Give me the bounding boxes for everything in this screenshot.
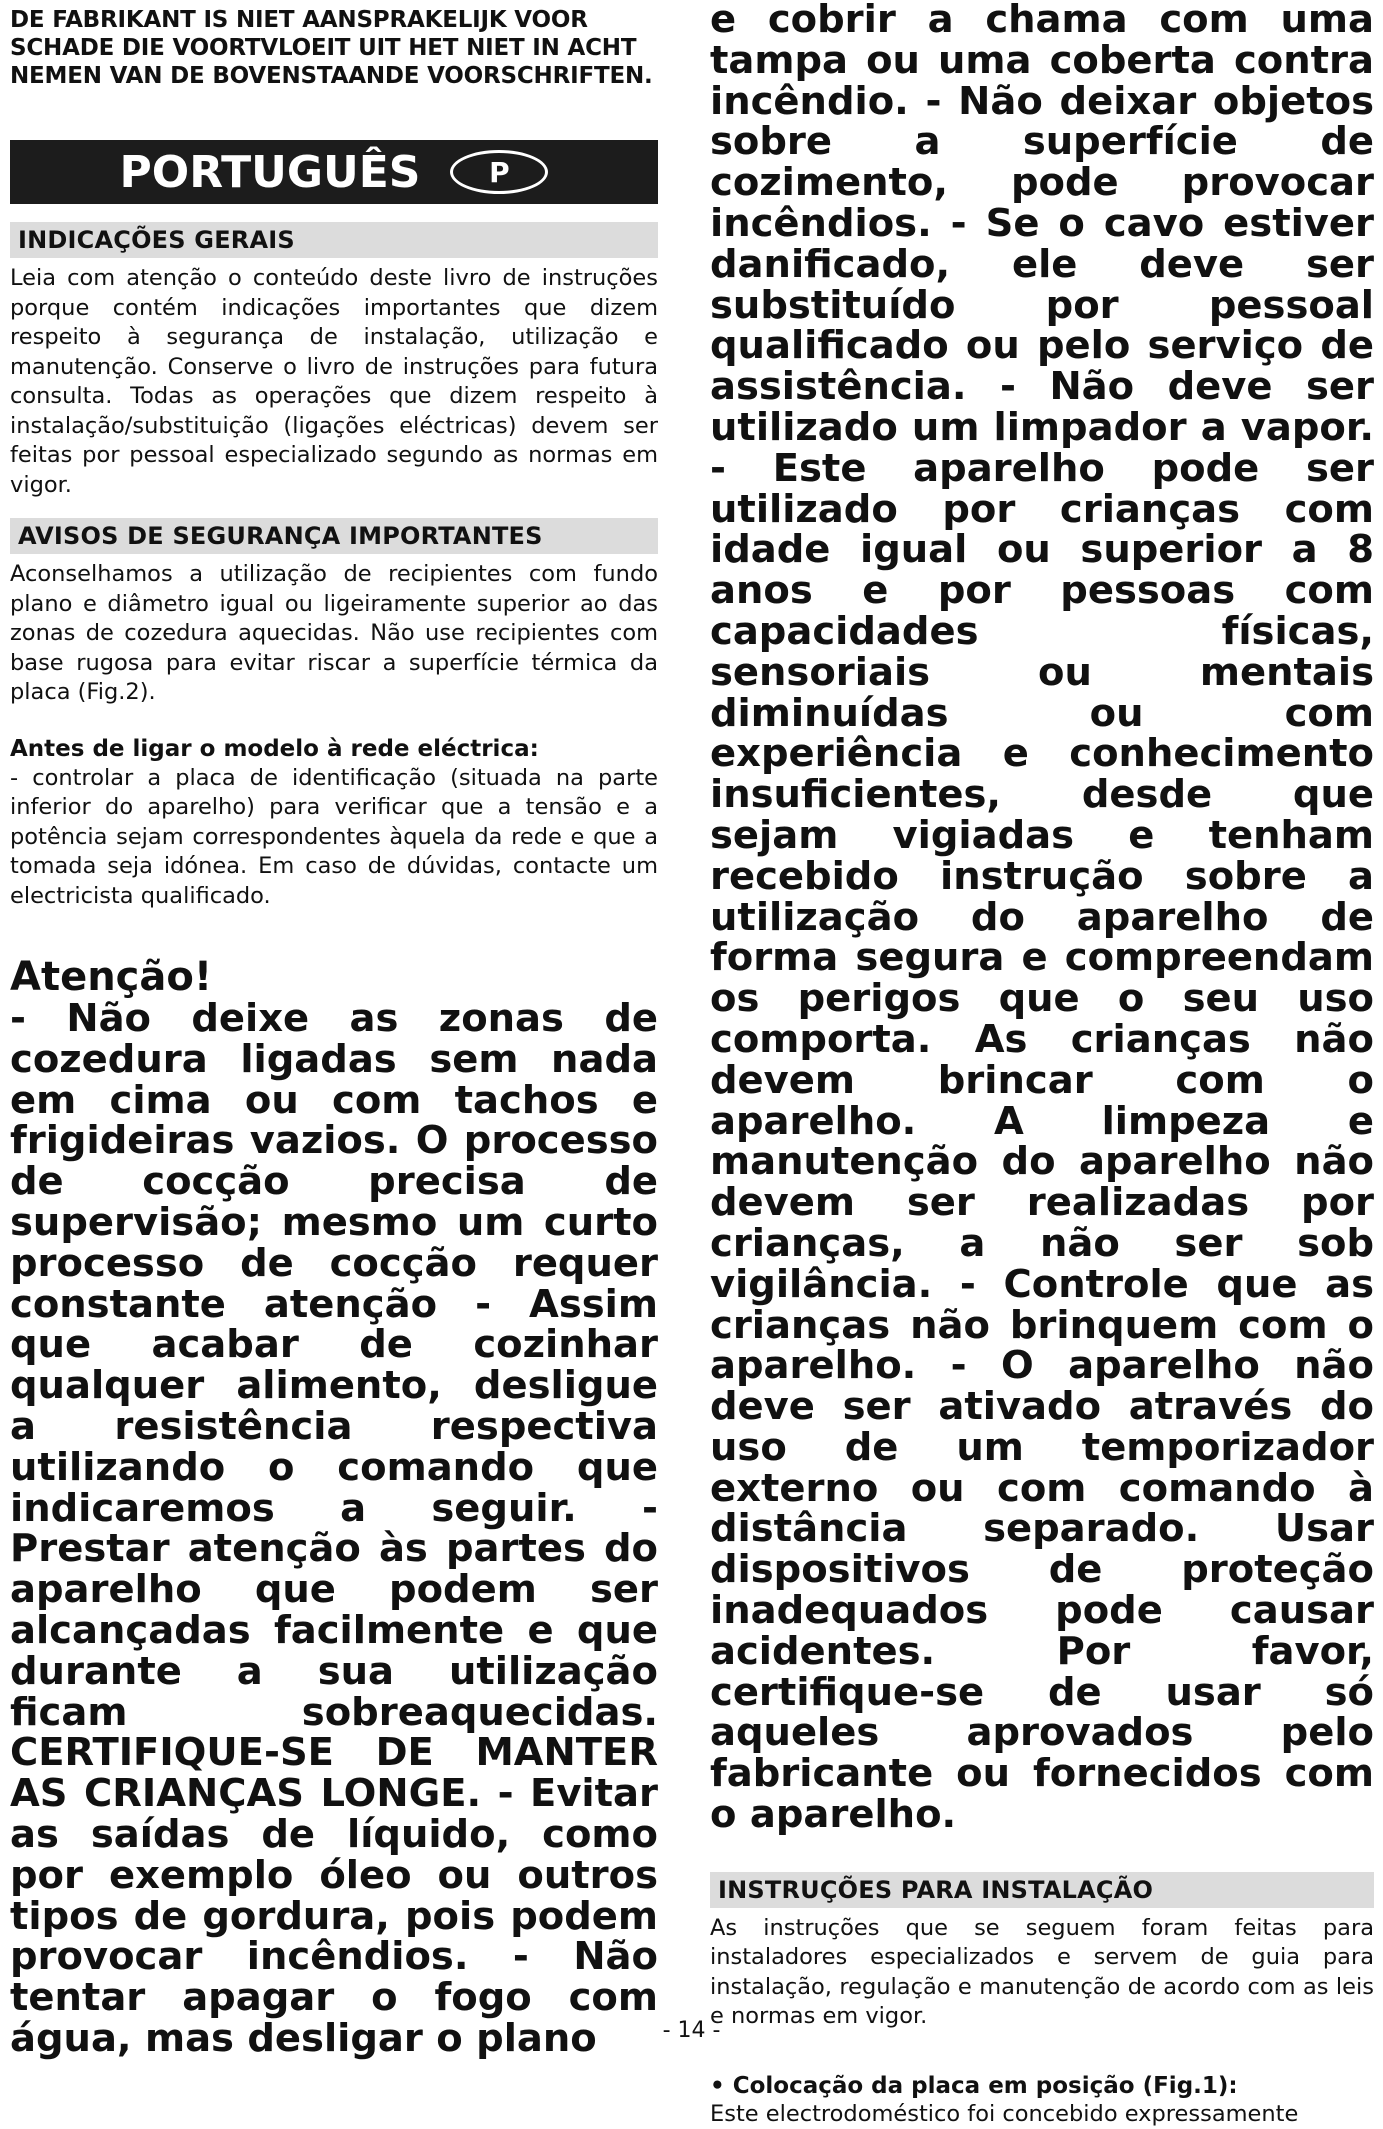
dutch-liability-notice: DE FABRIKANT IS NIET AANSPRAKELIJK VOOR SCHADE DIE VOORTVLOEIT UIT HET NIET IN ACHT NEMEN VAN DE BOVENSTAANDE VOORSCHRIFTEN. [10, 7, 653, 89]
installation-heading: INSTRUÇÕES PARA INSTALAÇÃO [710, 1872, 1374, 1908]
placement-text: Este electrodoméstico foi concebido expressamente [710, 2100, 1299, 2127]
bullet-dot: • [710, 2072, 725, 2099]
attention-right-text: e cobrir a chama com uma tampa ou uma coberta contra incêndio. - Não deixar objetos sobre a superfície de cozimento, pode provocar incêndios. - Se o cavo estiver danificado, ele deve ser substituído por pessoal qualificado ou pelo serviço de assistência. - Não deve ser utilizado um limpador a vapor. - Este aparelho pode ser utilizado por crianças com idade igual ou superior a 8 anos e por pessoas com capacidades físicas, sensoriais ou mentais diminuídas ou com experiência e conhecimento insuficientes, desde que sejam vigiadas e tenham recebido instrução sobre a utilização do aparelho de forma segura e compreendam os perigos que o seu uso comporta. As crianças não devem brincar com o aparelho. A limpeza e manutenção do aparelho não devem ser realizadas por crianças, a não ser sob vigilância. - Controle que as crianças não brinquem com o aparelho. - O aparelho não deve ser ativado através do uso de um temporizador externo ou com comando à distância separado. Usar dispositivos de proteção inadequados pode causar acidentes. Por favor, certifique-se de usar só aqueles aprovados pelo fabricante ou fornecidos com o aparelho. [710, 0, 1374, 1838]
left-column [10, 0, 658, 2060]
general-text: Leia com atenção o conteúdo deste livro de instruções porque contém indicações importantes que dizem respeito à segurança de instalação, utilização e manutenção. Conserve o livro de instruções para futura consulta. Todas as operações que dizem respeito à instalação/substituição (ligações eléctricas) devem ser feitas por pessoal especializado segundo as normas em vigor. [10, 265, 658, 498]
placement-heading: Colocação da placa em posição (Fig.1): [732, 2072, 1238, 2099]
safety-heading: AVISOS DE SEGURANÇA IMPORTANTES [10, 518, 658, 554]
right-column [710, 0, 1374, 2129]
safety-text: Aconselhamos a utilização de recipientes com fundo plano e diâmetro igual ou ligeiramente superior ao das zonas de cozedura aquecidas. Não use recipientes com base rugosa para evitar riscar a superfície térmica da placa (Fig.2). [10, 561, 658, 705]
before-connect-heading: Antes de ligar o modelo à rede eléctrica: [10, 735, 539, 762]
attention-left-text: - Não deixe as zonas de cozedura ligadas sem nada em cima ou com tachos e frigideiras vazios. O processo de cocção precisa de supervisão; mesmo um curto processo de cocção requer constante atenção - Assim que acabar de cozinhar qualquer alimento, desligue a resistência respectiva utilizando o comando que indicaremos a seguir. - Prestar atenção às partes do aparelho que podem ser alcançadas facilmente e que durante a sua utilização ficam sobreaquecidas. CERTIFIQUE-SE DE MANTER AS CRIANÇAS LONGE. - Evitar as saídas de líquido, como por exemplo óleo ou outros tipos de gordura, pois podem provocar incêndios. - Não tentar apagar o fogo com água, mas desligar o plano [10, 996, 658, 2061]
language-title: PORTUGUÊS [119, 146, 421, 198]
installation-text: As instruções que se seguem foram feitas para instaladores especializados e servem de guia para instalação, regulação e manutenção de acordo com as leis e normas em vigor. [710, 1914, 1374, 2030]
language-badge: P [450, 150, 548, 194]
general-heading: INDICAÇÕES GERAIS [10, 222, 658, 258]
language-banner [10, 140, 658, 204]
before-connect-text: - controlar a placa de identificação (situada na parte inferior do aparelho) para verificar que a tensão e a potência sejam correspondentes àquela da rede e que a tomada seja idónea. Em caso de dúvidas, contacte um electricista qualificado. [10, 764, 658, 909]
attention-title: Atenção! [10, 954, 213, 1000]
placement-bullet [710, 2072, 1374, 2100]
page-number: - 14 - [662, 2018, 721, 2043]
